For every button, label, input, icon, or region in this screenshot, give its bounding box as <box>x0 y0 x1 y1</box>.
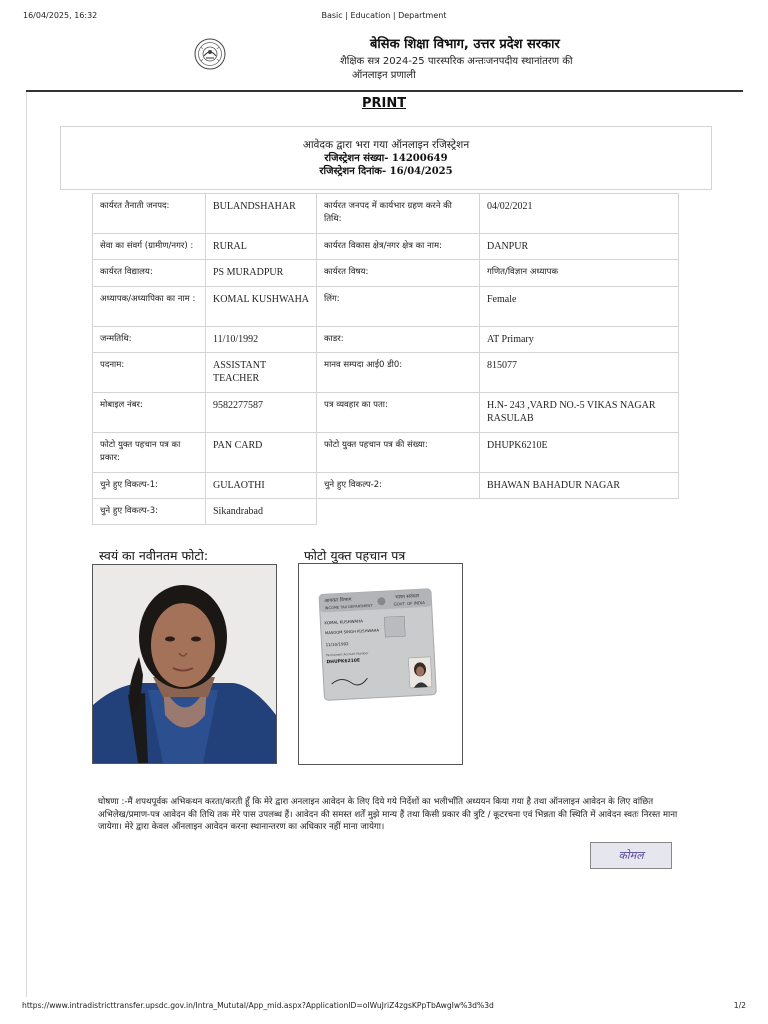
field-label: पदनाम: <box>93 353 206 393</box>
id-proof-frame <box>298 564 463 765</box>
pan-number-label: Permanent Account Number <box>326 651 369 658</box>
pan-dept-label: आयकर विभाग <box>324 596 352 605</box>
browser-print-header <box>0 11 768 23</box>
id-proof-caption: फोटो युक्त पहचान पत्र <box>304 548 406 563</box>
field-value: 11/10/1992 <box>206 327 317 353</box>
pan-govt-label: भारत सरकार <box>395 593 420 601</box>
field-value: H.N- 243 ,VARD NO.-5 VIKAS NAGAR RASULAB <box>480 393 679 433</box>
field-value: BHAWAN BAHADUR NAGAR <box>480 473 679 499</box>
pan-card-image <box>299 564 462 764</box>
page-number: 1/2 <box>733 1001 746 1010</box>
field-label: जन्मतिथि: <box>93 327 206 353</box>
frame-border-top <box>298 563 463 564</box>
field-label: मोबाइल नंबर: <box>93 393 206 433</box>
department-heading <box>340 34 600 83</box>
field-value: 9582277587 <box>206 393 317 433</box>
applicant-signature: कोमल <box>590 842 672 869</box>
table-row <box>93 353 679 393</box>
field-label: काडर: <box>317 327 480 353</box>
field-label: चुने हुए विकल्प-1: <box>93 473 206 499</box>
field-label: कार्यरत विषय: <box>317 260 480 287</box>
field-label: फोटो युक्त पहचान पत्र का प्रकार: <box>93 433 206 473</box>
field-value: Sikandrabad <box>206 499 317 525</box>
table-row <box>93 473 679 499</box>
field-label: चुने हुए विकल्प-2: <box>317 473 480 499</box>
pan-dept-en: INCOME TAX DEPARTMENT <box>324 603 373 611</box>
field-label: पत्र व्यवहार का पता: <box>317 393 480 433</box>
registration-date: रजिस्ट्रेशन दिनांक- 16/04/2025 <box>319 166 453 177</box>
table-row <box>93 260 679 287</box>
registration-title: आवेदक द्वारा भरा गया ऑनलाइन रजिस्ट्रेशन <box>302 139 470 151</box>
field-label: सेवा का संवर्ग (ग्रामीण/नगर) : <box>93 234 206 260</box>
field-value: 04/02/2021 <box>480 194 679 234</box>
pan-father-name: MASOOM SINGH KUSHWAHA <box>324 627 380 636</box>
applicant-details-table <box>92 193 679 525</box>
field-label: कार्यरत जनपद में कार्यभार ग्रहण करने की तिथि: <box>317 194 480 234</box>
self-photo-caption: स्वयं का नवीनतम फोटो: <box>99 548 209 563</box>
declaration-text: घोषणा :-मैं शपथपूर्वक अभिकथन करता/करती हूँ कि मेरे द्वारा अनलाइन आवेदन के लिए दिये गये निर्देशों का भलीभाँति अध्ययन किया गया है तथा ऑनलाइन आवेदन के लिए वांछित अभिलेख/प्रमाण-पत्र आवेदन की तिथि तक मेरे पास उपलब्ध हैं। आवेदन की समस्त शर्तें मुझे मान्य हैं तथा किसी प्रकार की त्रुटि / कूटरचना एवं भिन्नता की स्थिति में आवेदन स्वतः निरस्त माना जायेगा। मेरे द्वारा केवल ऑनलाइन आवेदन करना स्थानान्तरण का अधिकार नहीं माना जायेगा। <box>98 797 678 833</box>
pan-hologram-icon <box>384 616 405 637</box>
field-value: AT Primary <box>480 327 679 353</box>
field-value: गणित/विज्ञान अध्यापक <box>480 260 679 287</box>
department-name: बेसिक शिक्षा विभाग, उत्तर प्रदेश सरकार <box>370 37 560 52</box>
field-value: KOMAL KUSHWAHA <box>206 287 317 327</box>
pan-number: DHUPK6210E <box>326 658 361 666</box>
field-value: DANPUR <box>480 234 679 260</box>
field-label: अध्यापक/अध्यापिका का नाम : <box>93 287 206 327</box>
field-value: PAN CARD <box>206 433 317 473</box>
header-divider <box>26 90 743 92</box>
field-value: ASSISTANT TEACHER <box>206 353 317 393</box>
field-label: लिंग: <box>317 287 480 327</box>
session-description <box>340 55 600 83</box>
print-button[interactable]: PRINT <box>361 96 407 111</box>
field-value: GULAOTHI <box>206 473 317 499</box>
registration-box <box>60 126 712 190</box>
applicant-portrait-image <box>93 565 276 763</box>
field-value: BULANDSHAHAR <box>206 194 317 234</box>
field-value: DHUPK6210E <box>480 433 679 473</box>
pan-govt-en: GOVT. OF INDIA <box>393 600 425 607</box>
pan-holder-name: KOMAL KUSHWAHA <box>324 618 363 626</box>
session-line-1: शैक्षिक सत्र 2024-25 पारस्परिक अन्तःजनपदीय स्थानांतरण की <box>340 56 573 67</box>
field-label: कार्यरत विद्यालय: <box>93 260 206 287</box>
field-label: कार्यरत तैनाती जनपद: <box>93 194 206 234</box>
registration-number: रजिस्ट्रेशन संख्या- 14200649 <box>324 153 448 164</box>
field-label: चुने हुए विकल्प-3: <box>93 499 206 525</box>
field-value: RURAL <box>206 234 317 260</box>
left-margin-rule <box>26 92 27 997</box>
session-line-2: ऑनलाइन प्रणाली <box>352 70 416 81</box>
print-page-title: Basic | Education | Department <box>321 11 447 20</box>
table-row <box>93 433 679 473</box>
field-label: मानव सम्पदा आई0 डी0: <box>317 353 480 393</box>
empty-cell <box>317 499 679 525</box>
table-row <box>93 234 679 260</box>
page-url: https://www.intradistricttransfer.upsdc.gov.in/Intra_Mututal/App_mid.aspx?ApplicationID=oIWuJriZ4zgsKPpTbAwgIw%3d%3d <box>22 1001 494 1010</box>
field-value: Female <box>480 287 679 327</box>
table-row <box>93 499 679 525</box>
table-row <box>93 194 679 234</box>
table-row <box>93 393 679 433</box>
up-govt-emblem-icon <box>194 38 226 70</box>
print-datetime: 16/04/2025, 16:32 <box>23 11 98 20</box>
pan-dob: 11/10/1992 <box>325 641 349 648</box>
field-value: PS MURADPUR <box>206 260 317 287</box>
field-label: कार्यरत विकास क्षेत्र/नगर क्षेत्र का नाम: <box>317 234 480 260</box>
field-label: फोटो युक्त पहचान पत्र की संख्या: <box>317 433 480 473</box>
field-value: 815077 <box>480 353 679 393</box>
table-row <box>93 287 679 327</box>
table-row <box>93 327 679 353</box>
applicant-photo <box>92 564 277 764</box>
